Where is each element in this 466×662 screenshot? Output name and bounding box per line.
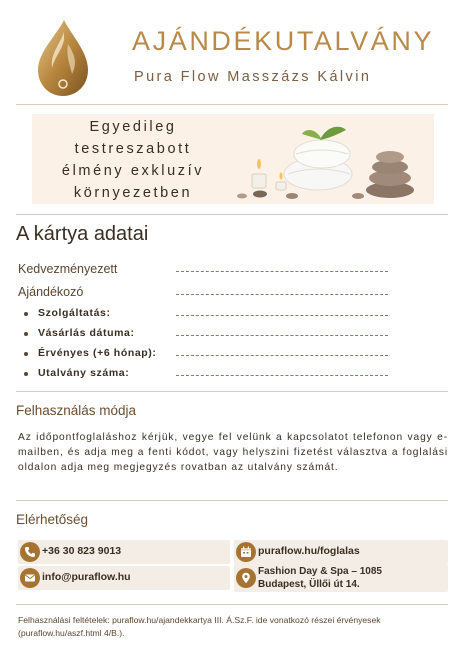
banner-line-3: élmény exkluzív xyxy=(61,163,205,179)
email-address[interactable]: info@puraflow.hu xyxy=(42,571,131,583)
usage-heading: Felhasználás módja xyxy=(16,403,137,418)
giver-label: Ajándékozó xyxy=(18,285,84,299)
voucher-number-line xyxy=(176,375,388,376)
spa-stones-image xyxy=(230,116,430,202)
promo-banner xyxy=(32,114,434,204)
bullet xyxy=(24,372,28,376)
divider xyxy=(16,391,448,392)
calendar-icon xyxy=(236,542,256,562)
phone-number[interactable]: +36 30 823 9013 xyxy=(42,545,122,557)
booking-contact[interactable] xyxy=(234,540,448,564)
beneficiary-label: Kedvezményezett xyxy=(18,262,118,276)
location-pin-icon xyxy=(236,568,256,588)
purchase-date-label: Vásárlás dátuma: xyxy=(38,327,135,339)
beneficiary-line xyxy=(176,271,388,272)
giver-line xyxy=(176,294,388,295)
address-line-1: Fashion Day & Spa – 1085 xyxy=(258,566,382,577)
banner-line-1: Egyedileg xyxy=(89,119,177,135)
bullet xyxy=(24,312,28,316)
card-data-heading: A kártya adatai xyxy=(16,223,149,245)
email-icon xyxy=(20,568,40,588)
banner-line-2: testreszabott xyxy=(74,141,192,157)
valid-until-label: Érvényes (+6 hónap): xyxy=(38,347,157,359)
divider xyxy=(16,104,448,105)
divider xyxy=(16,500,448,501)
voucher-number-label: Utalvány száma: xyxy=(38,367,130,379)
voucher-subtitle: Pura Flow Masszázs Kálvin xyxy=(134,69,372,85)
banner-tagline xyxy=(38,116,228,204)
phone-icon xyxy=(20,542,40,562)
terms-footer: Felhasználási feltételek: puraflow.hu/ajandekkartya III. Á.Sz.F. ide vonatkozó részei érvényesek (puraflow.hu/aszf.html 4/B.). xyxy=(18,615,381,638)
service-line xyxy=(176,315,388,316)
voucher-header xyxy=(0,0,466,104)
phone-contact[interactable] xyxy=(18,540,230,564)
valid-until-line xyxy=(176,355,388,356)
divider xyxy=(16,604,448,605)
divider xyxy=(16,214,448,215)
booking-link[interactable]: puraflow.hu/foglalas xyxy=(258,545,360,557)
purchase-date-line xyxy=(176,335,388,336)
contact-heading: Elérhetőség xyxy=(16,512,89,527)
bullet xyxy=(24,332,28,336)
address-line-2: Budapest, Üllői út 14. xyxy=(258,579,360,590)
usage-text: Az időpontfoglaláshoz kérjük, vegye fel velünk a kapcsolatot telefonon vagy e-mailben, és adja meg a fenti kódot, vagy helyszini fizetést választva a foglalási oldalon adja meg megjegyzés rovatban az utalvány számát. xyxy=(18,432,448,473)
banner-line-4: környezetben xyxy=(73,185,193,201)
address-contact[interactable] xyxy=(234,564,448,592)
service-label: Szolgáltatás: xyxy=(38,307,111,319)
voucher-title: AJÁNDÉKUTALVÁNY xyxy=(132,26,435,56)
flame-drop-logo xyxy=(34,18,92,98)
bullet xyxy=(24,352,28,356)
email-contact[interactable] xyxy=(18,566,230,590)
